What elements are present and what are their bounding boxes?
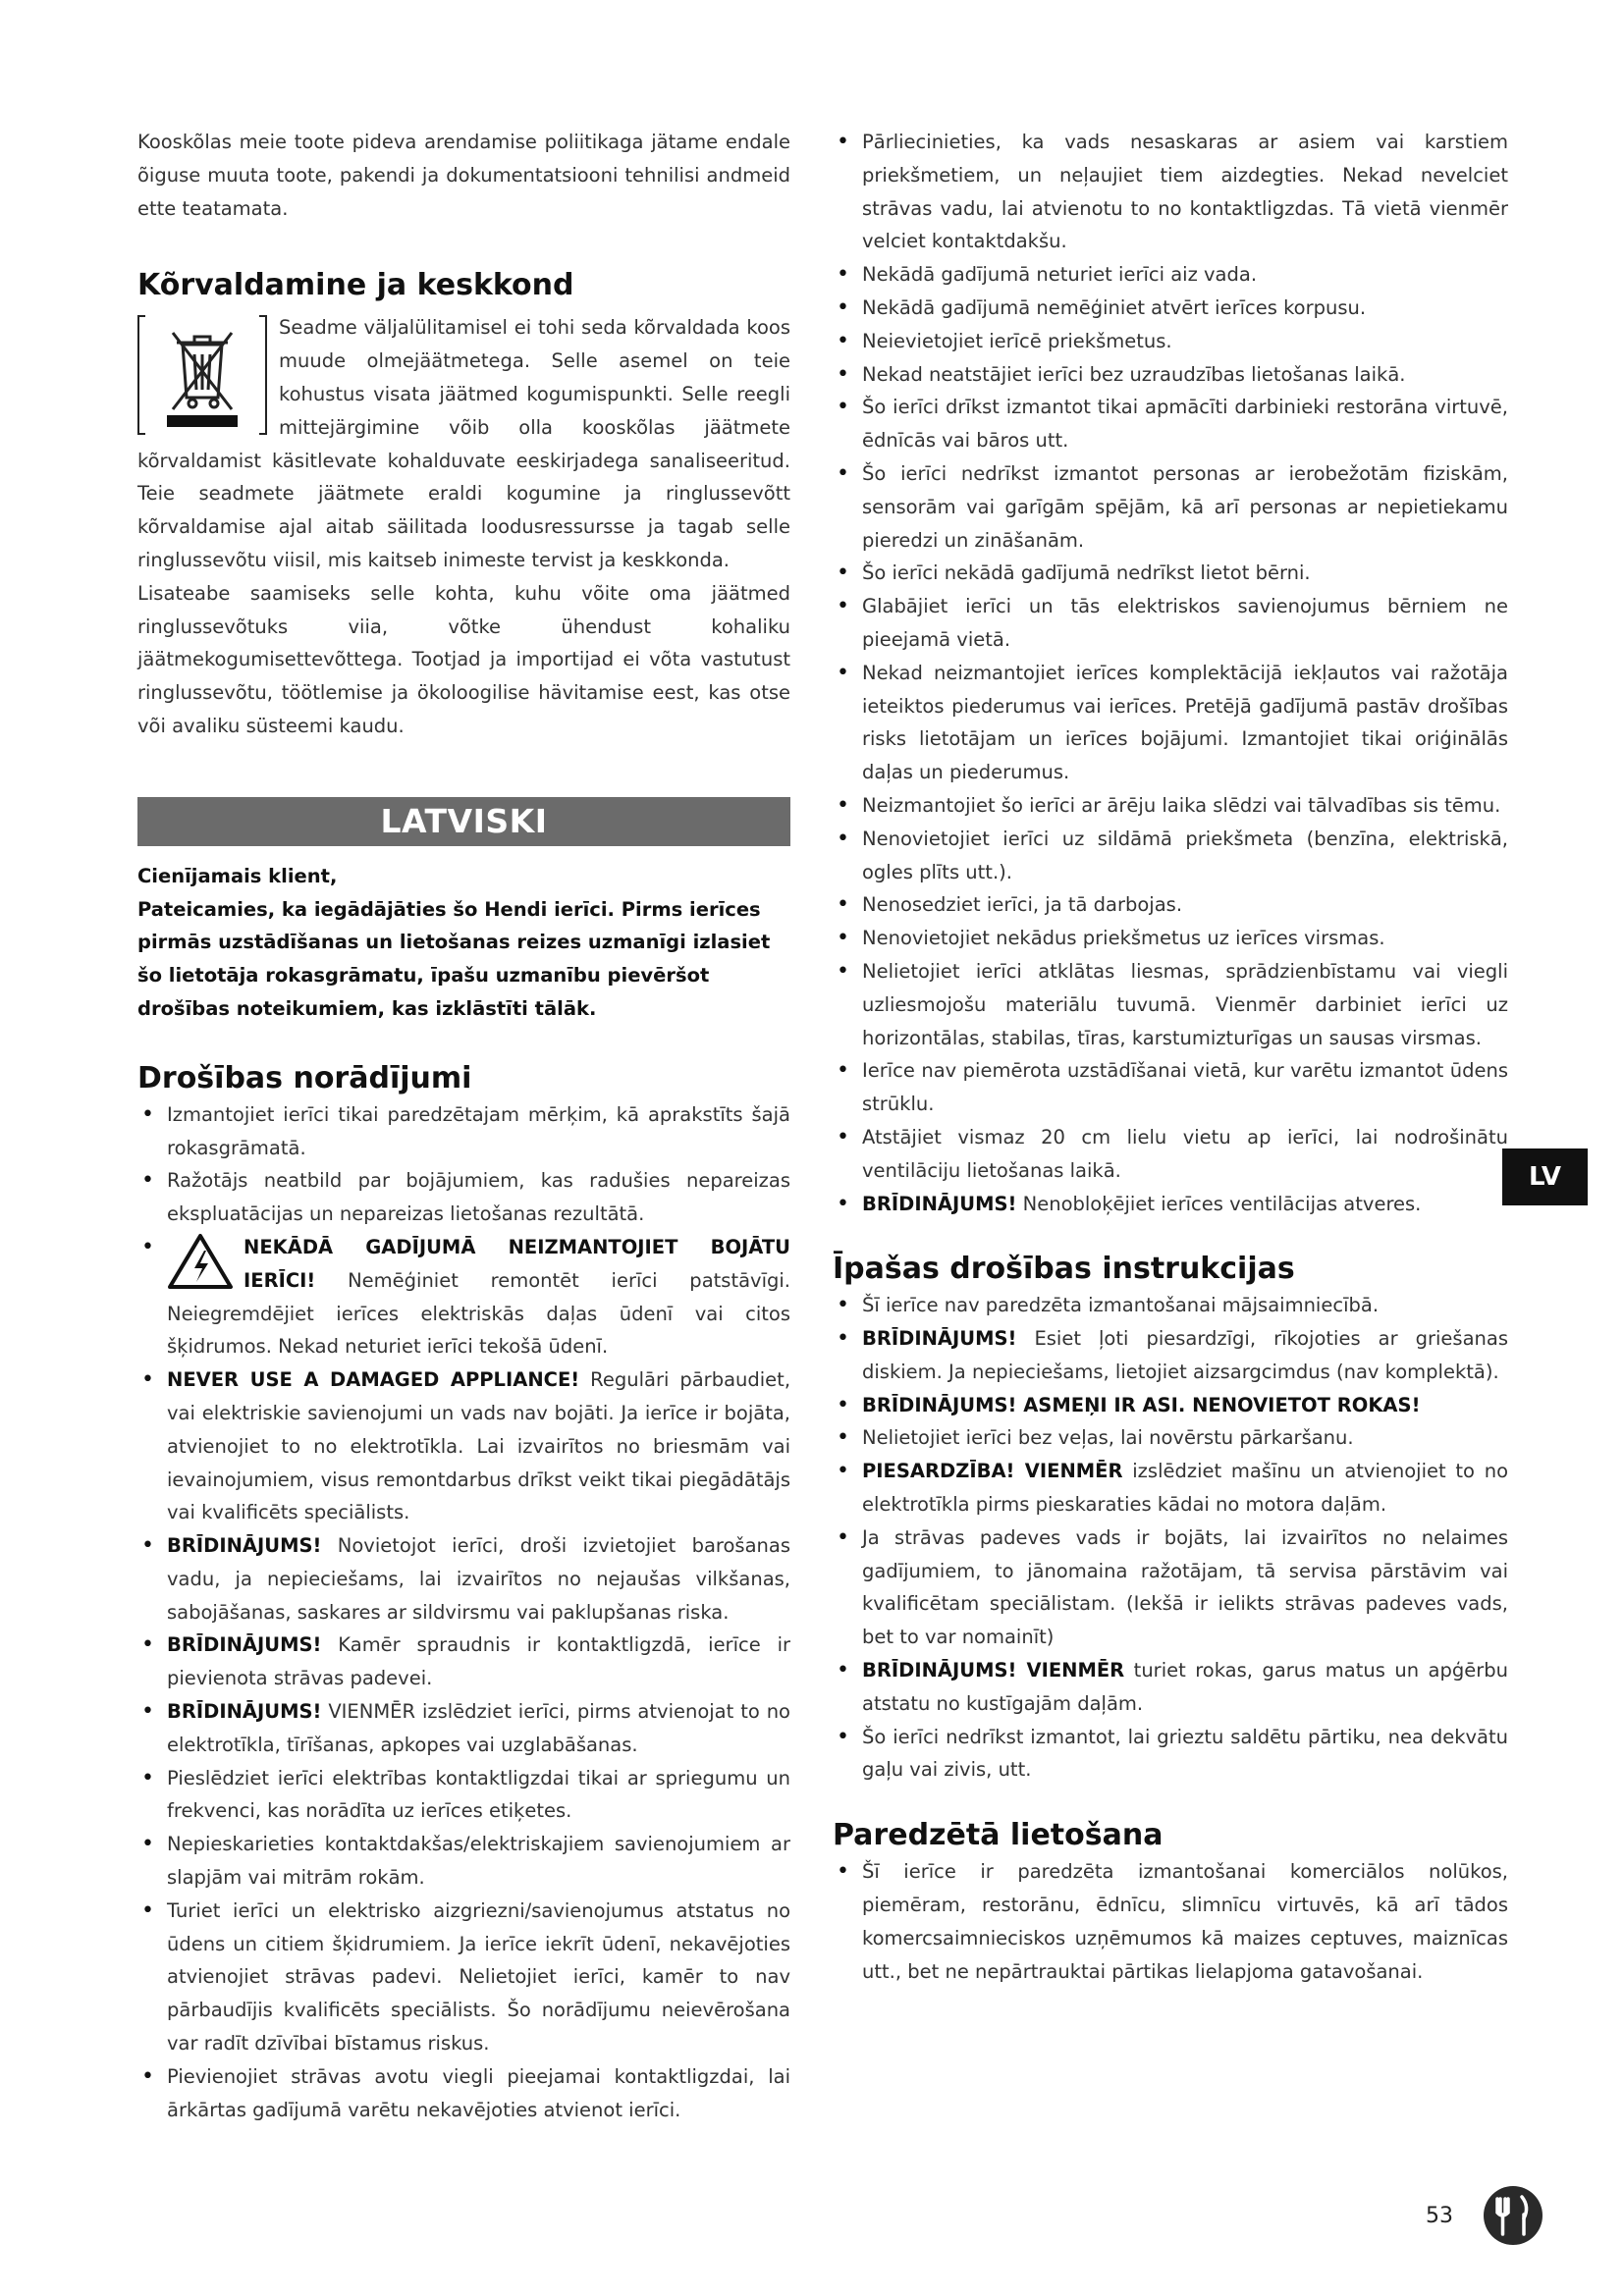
list-item: • BRĪDINĀJUMS! Novietojot ierīci, droši izvietojiet barošanas vadu, ja nepieciešams, lai izvairītos no nejaušas vilkšanas, sabojāšanas, saskares ar sildvirsmu vai paklupšanas riska.: [137, 1529, 790, 1629]
list-item: • Šo ierīci nedrīkst izmantot personas ar ierobežotām fiziskām, sensorām vai garīgām spējām, kā arī personas ar nepietiekamu pieredzi un zināšanām.: [833, 457, 1508, 557]
list-item: • Nekad neizmantojiet ierīces komplektācijā iekļautos vai ražotāja ieteiktos piederumus vai ierīces. Pretējā gadījumā pastāv drošības risks lietotājam un ierīces bojājumi. Izmantojiet tikai oriģinālās daļas un piederumus.: [833, 657, 1508, 789]
list-item: • Nenosedziet ierīci, ja tā darbojas.: [833, 888, 1508, 922]
list-item: • NEVER USE A DAMAGED APPLIANCE! Regulāri pārbaudiet, vai elektriskie savienojumi un vads nav bojāti. Ja ierīce ir bojāta, atvienojiet to no elektrotīkla. Lai izvairītos no briesmām vai ievainojumiem, visus remontdarbus drīkst veikt tikai piegādātājs vai kvalificēts speciālists.: [137, 1363, 790, 1529]
list-item: • BRĪDINĀJUMS! VIENMĒR turiet rokas, garus matus un apģērbu atstatu no kustīgajām daļām.: [833, 1654, 1508, 1721]
safety-list-continued: [833, 126, 1508, 1220]
list-item: • BRĪDINĀJUMS! VIENMĒR izslēdziet ierīci, pirms atvienojat to no elektrotīkla, tīrīšanas, apkopes vai uzglabāšanas.: [137, 1695, 790, 1762]
electric-warning-icon: [167, 1233, 234, 1290]
hendi-logo-icon: [1483, 2185, 1543, 2246]
greeting: Cienījamais klient,: [137, 864, 338, 887]
safety-heading: Drošības norādījumi: [137, 1060, 472, 1095]
list-item: • BRĪDINĀJUMS! Kamēr spraudnis ir kontaktligzdā, ierīce ir pievienota strāvas padevei.: [137, 1629, 790, 1695]
list-item: • Izmantojiet ierīci tikai paredzētajam mērķim, kā aprakstīts šajā rokasgrāmatā.: [137, 1098, 790, 1165]
language-banner: LATVISKI: [137, 797, 790, 846]
special-safety-list: [833, 1289, 1508, 1787]
intended-use-list: [833, 1855, 1508, 1988]
list-item: • BRĪDINĀJUMS! Nenobloķējiet ierīces ventilācijas atveres.: [833, 1188, 1508, 1221]
disposal-paragraph-1: Seadme väljalülitamisel ei tohi seda kõrvaldada koos muude olmejäätmetega. Selle asemel on teie kohustus visata jäätmed kogumispunkti. Selle reegli mittejärgimine võib olla kooskõlas jäätmete kõrvaldamist käsitlevate kohalduvate eeskirjadega sanaliseeritud. Teie seadmete jäätmete eraldi kogumine ja ringlussevõtt kõrvaldamise ajal aitab säilitada loodusressursse ja tagab selle ringlussevõtu viisil, mis kaitseb inimeste tervist ja keskkonda.: [137, 316, 790, 571]
list-item: • Nenovietojiet nekādus priekšmetus uz ierīces virsmas.: [833, 922, 1508, 955]
list-item: • Nelietojiet ierīci bez veļas, lai novērstu pārkaršanu.: [833, 1421, 1508, 1455]
list-item: • Pārliecinieties, ka vads nesaskaras ar asiem vai karstiem priekšmetiem, un neļaujiet tiem aizdegties. Nekad nevelciet strāvas vadu, lai atvienotu to no kontaktligzdas. Tā vietā vienmēr velciet kontaktdakšu.: [833, 126, 1508, 258]
list-item: • Neizmantojiet šo ierīci ar ārēju laika slēdzi vai tālvadības sis tēmu.: [833, 789, 1508, 823]
safety-list: [137, 1098, 790, 2127]
disposal-paragraph-2: Lisateabe saamiseks selle kohta, kuhu võite oma jäätmed ringlussevõtuks viia, võtke ühendust kohaliku jäätmekogumisettevõttega. Tootjad ja importijad ei võta vastutust ringlussevõtu, töötlemise ja ökoloogilise hävitamise eest, kas otse või avaliku süsteemi kaudu.: [137, 581, 790, 737]
list-item: • Turiet ierīci un elektrisko aizgriezni/savienojumus atstatus no ūdens un citiem šķidrumiem. Ja ierīce iekrīt ūdenī, nekavējoties atvienojiet strāvas padevi. Nelietojiet ierīci, kamēr to nav pārbaudījis kvalificēts speciālists. Šo norādījumu neievērošana var radīt dzīvībai bīstamus riskus.: [137, 1895, 790, 2060]
list-item: • Šo ierīci nedrīkst izmantot, lai grieztu saldētu pārtiku, nea dekvātu gaļu vai zivis, utt.: [833, 1721, 1508, 1788]
list-item: • Nekādā gadījumā neturiet ierīci aiz vada.: [833, 258, 1508, 292]
disposal-heading: Kõrvaldamine ja keskkond: [137, 268, 574, 303]
list-item: • Nekādā gadījumā nemēģiniet atvērt ierīces korpusu.: [833, 292, 1508, 325]
list-item: • Neievietojiet ierīcē priekšmetus.: [833, 325, 1508, 358]
list-item: • Atstājiet vismaz 20 cm lielu vietu ap ierīci, lai nodrošinātu ventilāciju lietošanas laikā.: [833, 1121, 1508, 1188]
disposal-block: [137, 311, 790, 742]
list-item: • PIESARDZĪBA! VIENMĒR izslēdziet mašīnu un atvienojiet to no elektrotīkla pirms pieskaraties kādai no motora daļām.: [833, 1455, 1508, 1522]
list-item: • Šī ierīce nav paredzēta izmantošanai mājsaimniecībā.: [833, 1289, 1508, 1322]
list-item: • BRĪDINĀJUMS! ASMEŅI IR ASI. NENOVIETOT ROKAS!: [833, 1389, 1508, 1422]
list-item: • Nenovietojiet ierīci uz sildāmā priekšmeta (benzīna, elektriskā, ogles plīts utt.).: [833, 823, 1508, 889]
list-item: • Ja strāvas padeves vads ir bojāts, lai izvairītos no nelaimes gadījumiem, to jānomaina ražotājam, tā servisa pārstāvim vai kvalificētam speciālistam. (Iekšā ir ielikts strāvas padeves vads, bet to var nomainīt): [833, 1522, 1508, 1654]
list-item: • Glabājiet ierīci un tās elektriskos savienojumus bērniem ne pieejamā vietā.: [833, 590, 1508, 657]
list-item: • Pieslēdziet ierīci elektrības kontaktligzdai tikai ar spriegumu un frekvenci, kas norādīta uz ierīces etiķetes.: [137, 1762, 790, 1829]
list-item: • Ierīce nav piemērota uzstādīšanai vietā, kur varētu izmantot ūdens strūklu.: [833, 1054, 1508, 1121]
list-item: • Nekad neatstājiet ierīci bez uzraudzības lietošanas laikā.: [833, 358, 1508, 392]
list-item: • Pievienojiet strāvas avotu viegli pieejamai kontaktligzdai, lai ārkārtas gadījumā varētu nekavējoties atvienot ierīci.: [137, 2060, 790, 2127]
language-tab: LV: [1502, 1148, 1588, 1205]
list-item: • BRĪDINĀJUMS! Esiet ļoti piesardzīgi, rīkojoties ar griešanas diskiem. Ja nepieciešams, lietojiet aizsargcimdus (nav komplektā).: [833, 1322, 1508, 1389]
special-safety-heading: Īpašas drošības instrukcijas: [833, 1252, 1295, 1287]
list-item: • Ražotājs neatbild par bojājumiem, kas radušies nepareizas ekspluatācijas un nepareizas lietošanas rezultātā.: [137, 1164, 790, 1231]
list-item: • Šo ierīci drīkst izmantot tikai apmācīti darbinieki restorāna virtuvē, ēdnīcās vai bāros utt.: [833, 391, 1508, 457]
page-number: 53: [1426, 2204, 1453, 2228]
list-item: • Nelietojiet ierīci atklātas liesmas, sprādzienbīstamu vai viegli uzliesmojošu materiālu tuvumā. Vienmēr darbiniet ierīci uz horizontālas, stabilas, tīras, karstumizturīgas un sausas virsmas.: [833, 955, 1508, 1054]
list-item: • NEKĀDĀ GADĪJUMĀ NEIZMANTOJIET BOJĀTU IERĪCI! Nemēģiniet remontēt ierīci patstāvīgi. Neiegremdējiet ierīces elektriskās daļas ūdenī vai citos šķidrumos. Nekad neturiet ierīci tekošā ūdenī.: [137, 1231, 790, 1363]
list-item: • Šī ierīce ir paredzēta izmantošanai komerciālos nolūkos, piemēram, restorānu, ēdnīcu, slimnīcu virtuvēs, kā arī tādos komercsaimnieciskos uzņēmumos kā maizes ceptuves, maiznīcas utt., bet ne nepārtrauktai pārtikas lielapjoma gatavošanai.: [833, 1855, 1508, 1988]
crossed-bin-icon: [137, 315, 267, 433]
list-item: • Nepieskarieties kontaktdakšas/elektriskajiem savienojumiem ar slapjām vai mitrām rokām.: [137, 1828, 790, 1895]
left-column: [137, 126, 790, 2126]
list-item: • Šo ierīci nekādā gadījumā nedrīkst lietot bērni.: [833, 557, 1508, 590]
lv-intro: [137, 860, 790, 1026]
right-column: [833, 126, 1508, 1988]
intro-et-paragraph: Kooskõlas meie toote pideva arendamise poliitikaga jätame endale õiguse muuta toote, pakendi ja dokumentatsiooni tehnilisi andmeid ette teatamata.: [137, 131, 790, 220]
intro-lv-paragraph: Pateicamies, ka iegādājāties šo Hendi ierīci. Pirms ierīces pirmās uzstādīšanas un lietošanas reizes uzmanīgi izlasiet šo lietotāja rokasgrāmatu, īpašu uzmanību pievēršot drošības noteikumiem, kas izklāstīti tālāk.: [137, 897, 771, 1020]
intended-use-heading: Paredzētā lietošana: [833, 1818, 1164, 1853]
